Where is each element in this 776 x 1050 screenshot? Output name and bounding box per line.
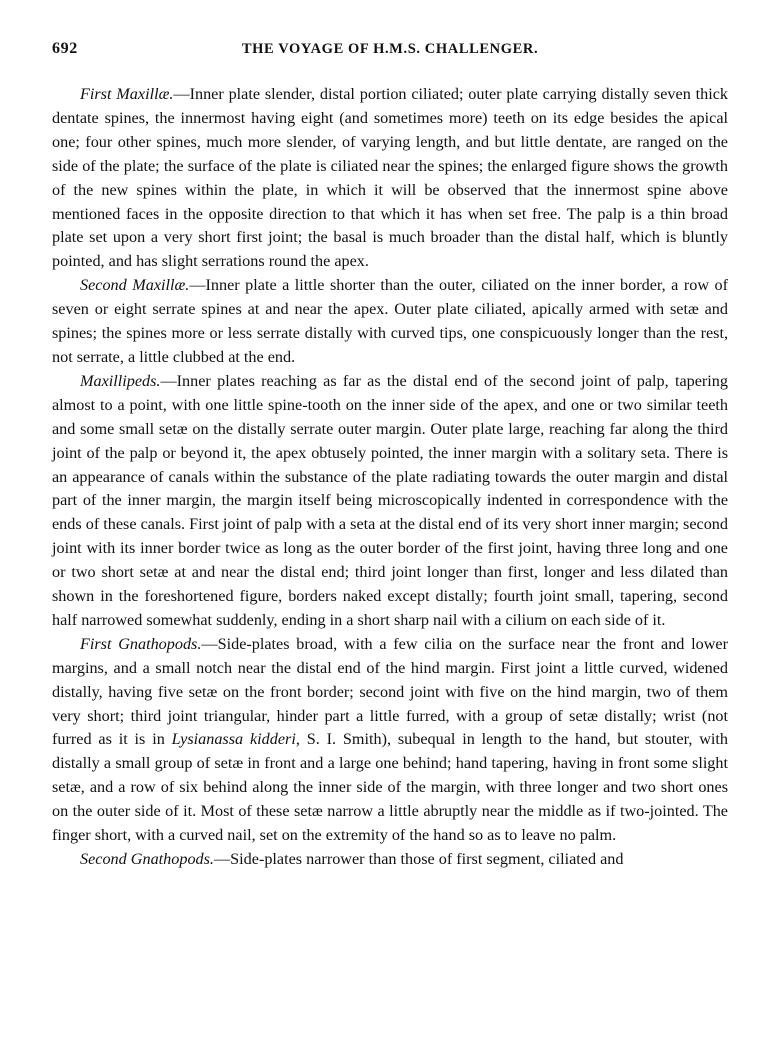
paragraph-heading: Second Gnathopods.: [80, 850, 214, 868]
paragraph-maxillipeds: [52, 370, 728, 633]
paragraph-text: —Side-plates broad, with a few cilia on the surface near the front and lower margins, and a small notch near the distal end of the hind margin. First joint a little curved, widened distally, having five setæ on the front border; second joint with five on the hind margin, two of them very short; third joint triangular, hinder part a little furred, with a group of setæ distally; wrist (not furred as it is in: [52, 634, 728, 749]
species-name: Lysianassa kidderi: [171, 730, 296, 749]
document-page: [52, 40, 728, 872]
running-head: [52, 40, 728, 64]
paragraph-text: —Inner plate a little shorter than the outer, ciliated on the inner border, a row of seven or eight serrate spines at and near the apex. Outer plate ciliated, apically armed with setæ and spines; the spines more or less serrate distally with curved tips, one conspicuously longer than the rest, not serrate, a little clubbed at the end.: [52, 276, 729, 366]
paragraph-text: —Side-plates narrower than those of first segment, ciliated and: [213, 850, 624, 868]
paragraph-first-gnathopods: [52, 633, 728, 848]
paragraph-heading: First Maxillæ.: [80, 85, 174, 103]
body-text: [52, 83, 728, 872]
paragraph-heading: Maxillipeds.: [80, 371, 161, 390]
page-number: 692: [52, 40, 78, 57]
paragraph-first-maxillae: [52, 83, 728, 274]
paragraph-second-maxillae: [52, 274, 728, 370]
running-title: THE VOYAGE OF H.M.S. CHALLENGER.: [241, 41, 539, 57]
paragraph-heading: First Gnathopods.: [80, 634, 202, 653]
paragraph-heading: Second Maxillæ.: [80, 276, 190, 295]
paragraph-text: —Inner plates reaching as far as the distal end of the second joint of palp, tapering almost to a point, with one little spine-tooth on the inner side of the apex, and one or two similar teeth and some small setæ on the distally serrate outer margin. Outer plate large, reaching far along the third joint of the palp or beyond it, the apex obtusely pointed, the inner margin with a solitary seta. There is an appearance of canals within the substance of the plate radiating towards the outer margin and distal part of the inner margin, the margin itself being microscopically indented in correspondence with the ends of these canals. First joint of palp with a seta at the distal end of its very short inner margin; second joint with its inner border twice as long as the outer border of the first joint, having three long and one or two short setæ at and near the distal end; third joint longer than first, longer and less dilated than shown in the foreshortened figure, borders naked except distally; fourth joint small, tapering, second half narrowed somewhat suddenly, ending in a short sharp nail with a cilium on each side of it.: [52, 371, 728, 629]
paragraph-text: , S. I. Smith), subequal in length to the hand, but stouter, with distally a small group of setæ in front and a large one behind; hand tapering, having in front some slight setæ, and a row of six behind along the inner side of the margin, with three longer and two short ones on the outer side of it. Most of these setæ narrow a little abruptly near the middle as if two-jointed. The finger short, with a curved nail, set on the extremity of the hand so as to leave no palm.: [52, 730, 729, 845]
paragraph-text: —Inner plate slender, distal portion ciliated; outer plate carrying distally seven thick dentate spines, the innermost having eight (and sometimes more) teeth on its edge besides the apical one; four other spines, much more slender, of varying length, and but little dentate, are ranged on the side of the plate; the surface of the plate is ciliated near the spines; the enlarged figure shows the growth of the new spines within the plate, in which it will be observed that the innermost spine above mentioned faces in the opposite direction to that which it has when set free. The palp is a thin broad plate set upon a very short first joint; the basal is much broader than the distal half, which is bluntly pointed, and has slight serrations round the apex.: [52, 85, 728, 271]
paragraph-second-gnathopods: [52, 848, 728, 872]
